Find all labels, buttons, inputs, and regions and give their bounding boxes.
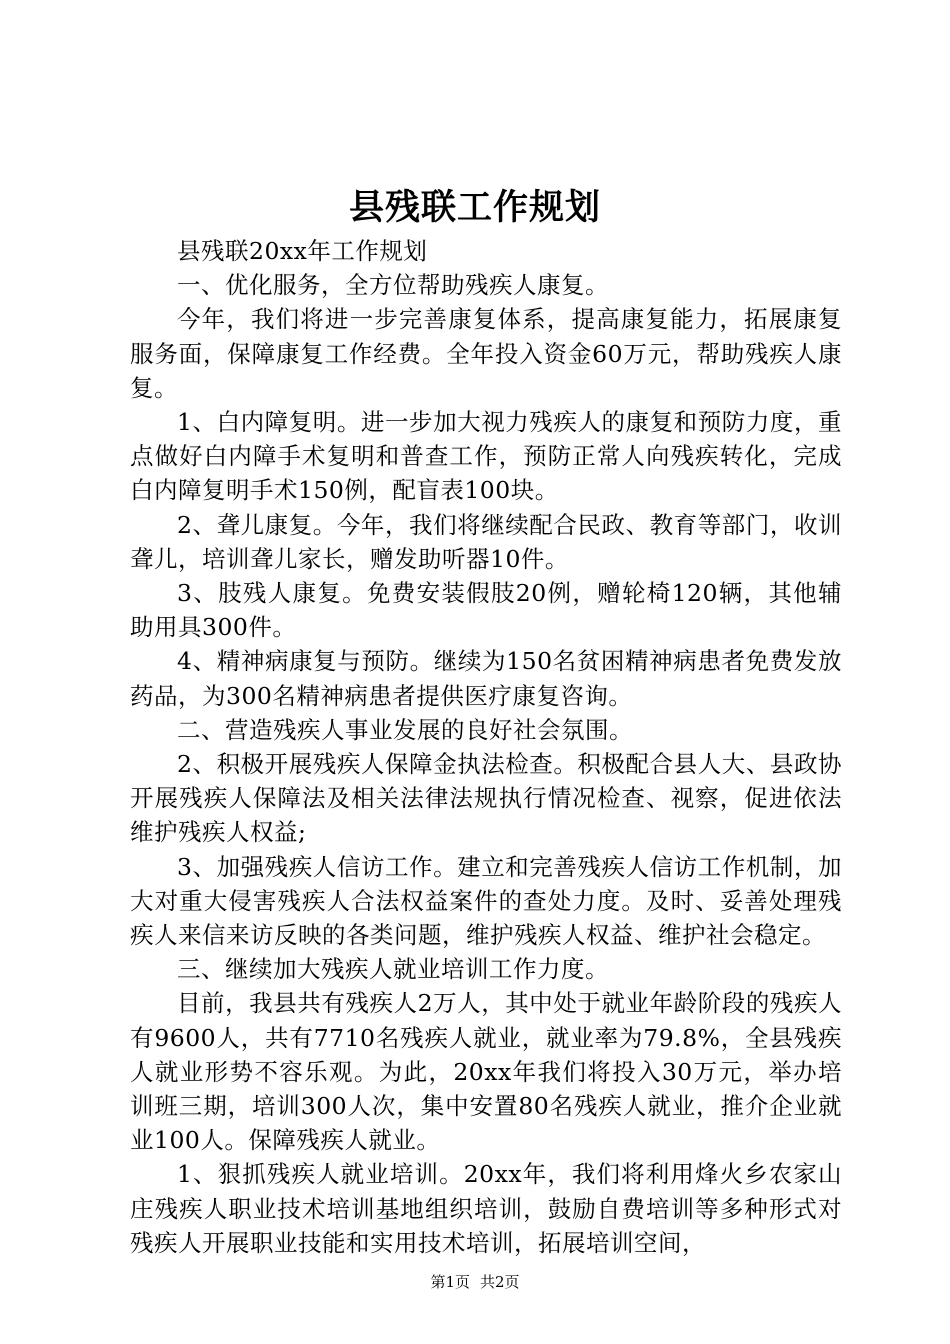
paragraph: 2、聋儿康复。今年，我们将继续配合民政、教育等部门，收训聋儿，培训聋儿家长，赠发助听器10件。 [130,510,842,573]
paragraph: 2、积极开展残疾人保障金执法检查。积极配合县人大、县政协开展残疾人保障法及相关法律法规执行情况检查、视察，促进依法维护残疾人权益; [130,750,842,847]
paragraph: 目前，我县共有残疾人2万人，其中处于就业年龄阶段的残疾人有9600人，共有7710名残疾人就业，就业率为79.8%，全县残疾人就业形势不容乐观。为此，20xx年我们将投入30万元，举办培训班三期，培训300人次，集中安置80名残疾人就业，推介企业就业100人。保障残疾人就业。 [130,989,842,1155]
paragraph-section-heading: 一、优化服务，全方位帮助残疾人康复。 [177,271,609,300]
document-body [130,234,842,1260]
paragraph-subtitle: 县残联20xx年工作规划 [177,237,428,265]
paragraph-section-heading: 二、营造残疾人事业发展的良好社会氛围。 [177,715,633,744]
paragraph: 今年，我们将进一步完善康复体系，提高康复能力，拓展康复服务面，保障康复工作经费。全年投入资金60万元，帮助残疾人康复。 [130,305,842,402]
paragraph: 4、精神病康复与预防。继续为150名贫困精神病患者免费发放药品，为300名精神病患者提供医疗康复咨询。 [130,647,842,710]
page-footer [0,1272,950,1292]
document-title: 县残联工作规划 [348,187,601,228]
paragraph-section-heading: 三、继续加大残疾人就业培训工作力度。 [177,955,609,984]
page-number: 第1页 [430,1273,470,1291]
paragraph: 1、狠抓残疾人就业培训。20xx年，我们将利用烽火乡农家山庄残疾人职业技术培训基地组织培训，鼓励自费培训等多种形式对残疾人开展职业技能和实用技术培训，拓展培训空间， [130,1160,842,1257]
paragraph: 3、加强残疾人信访工作。建立和完善残疾人信访工作机制，加大对重大侵害残疾人合法权益案件的查处力度。及时、妥善处理残疾人来信来访反映的各类问题，维护残疾人权益、维护社会稳定。 [130,852,842,950]
paragraph: 3、肢残人康复。免费安装假肢20例，赠轮椅120辆，其他辅助用具300件。 [130,579,842,642]
page-total: 共2页 [480,1273,520,1291]
paragraph: 1、白内障复明。进一步加大视力残疾人的康复和预防力度，重点做好白内障手术复明和普查工作，预防正常人向残疾转化，完成白内障复明手术150例，配盲表100块。 [130,408,842,505]
